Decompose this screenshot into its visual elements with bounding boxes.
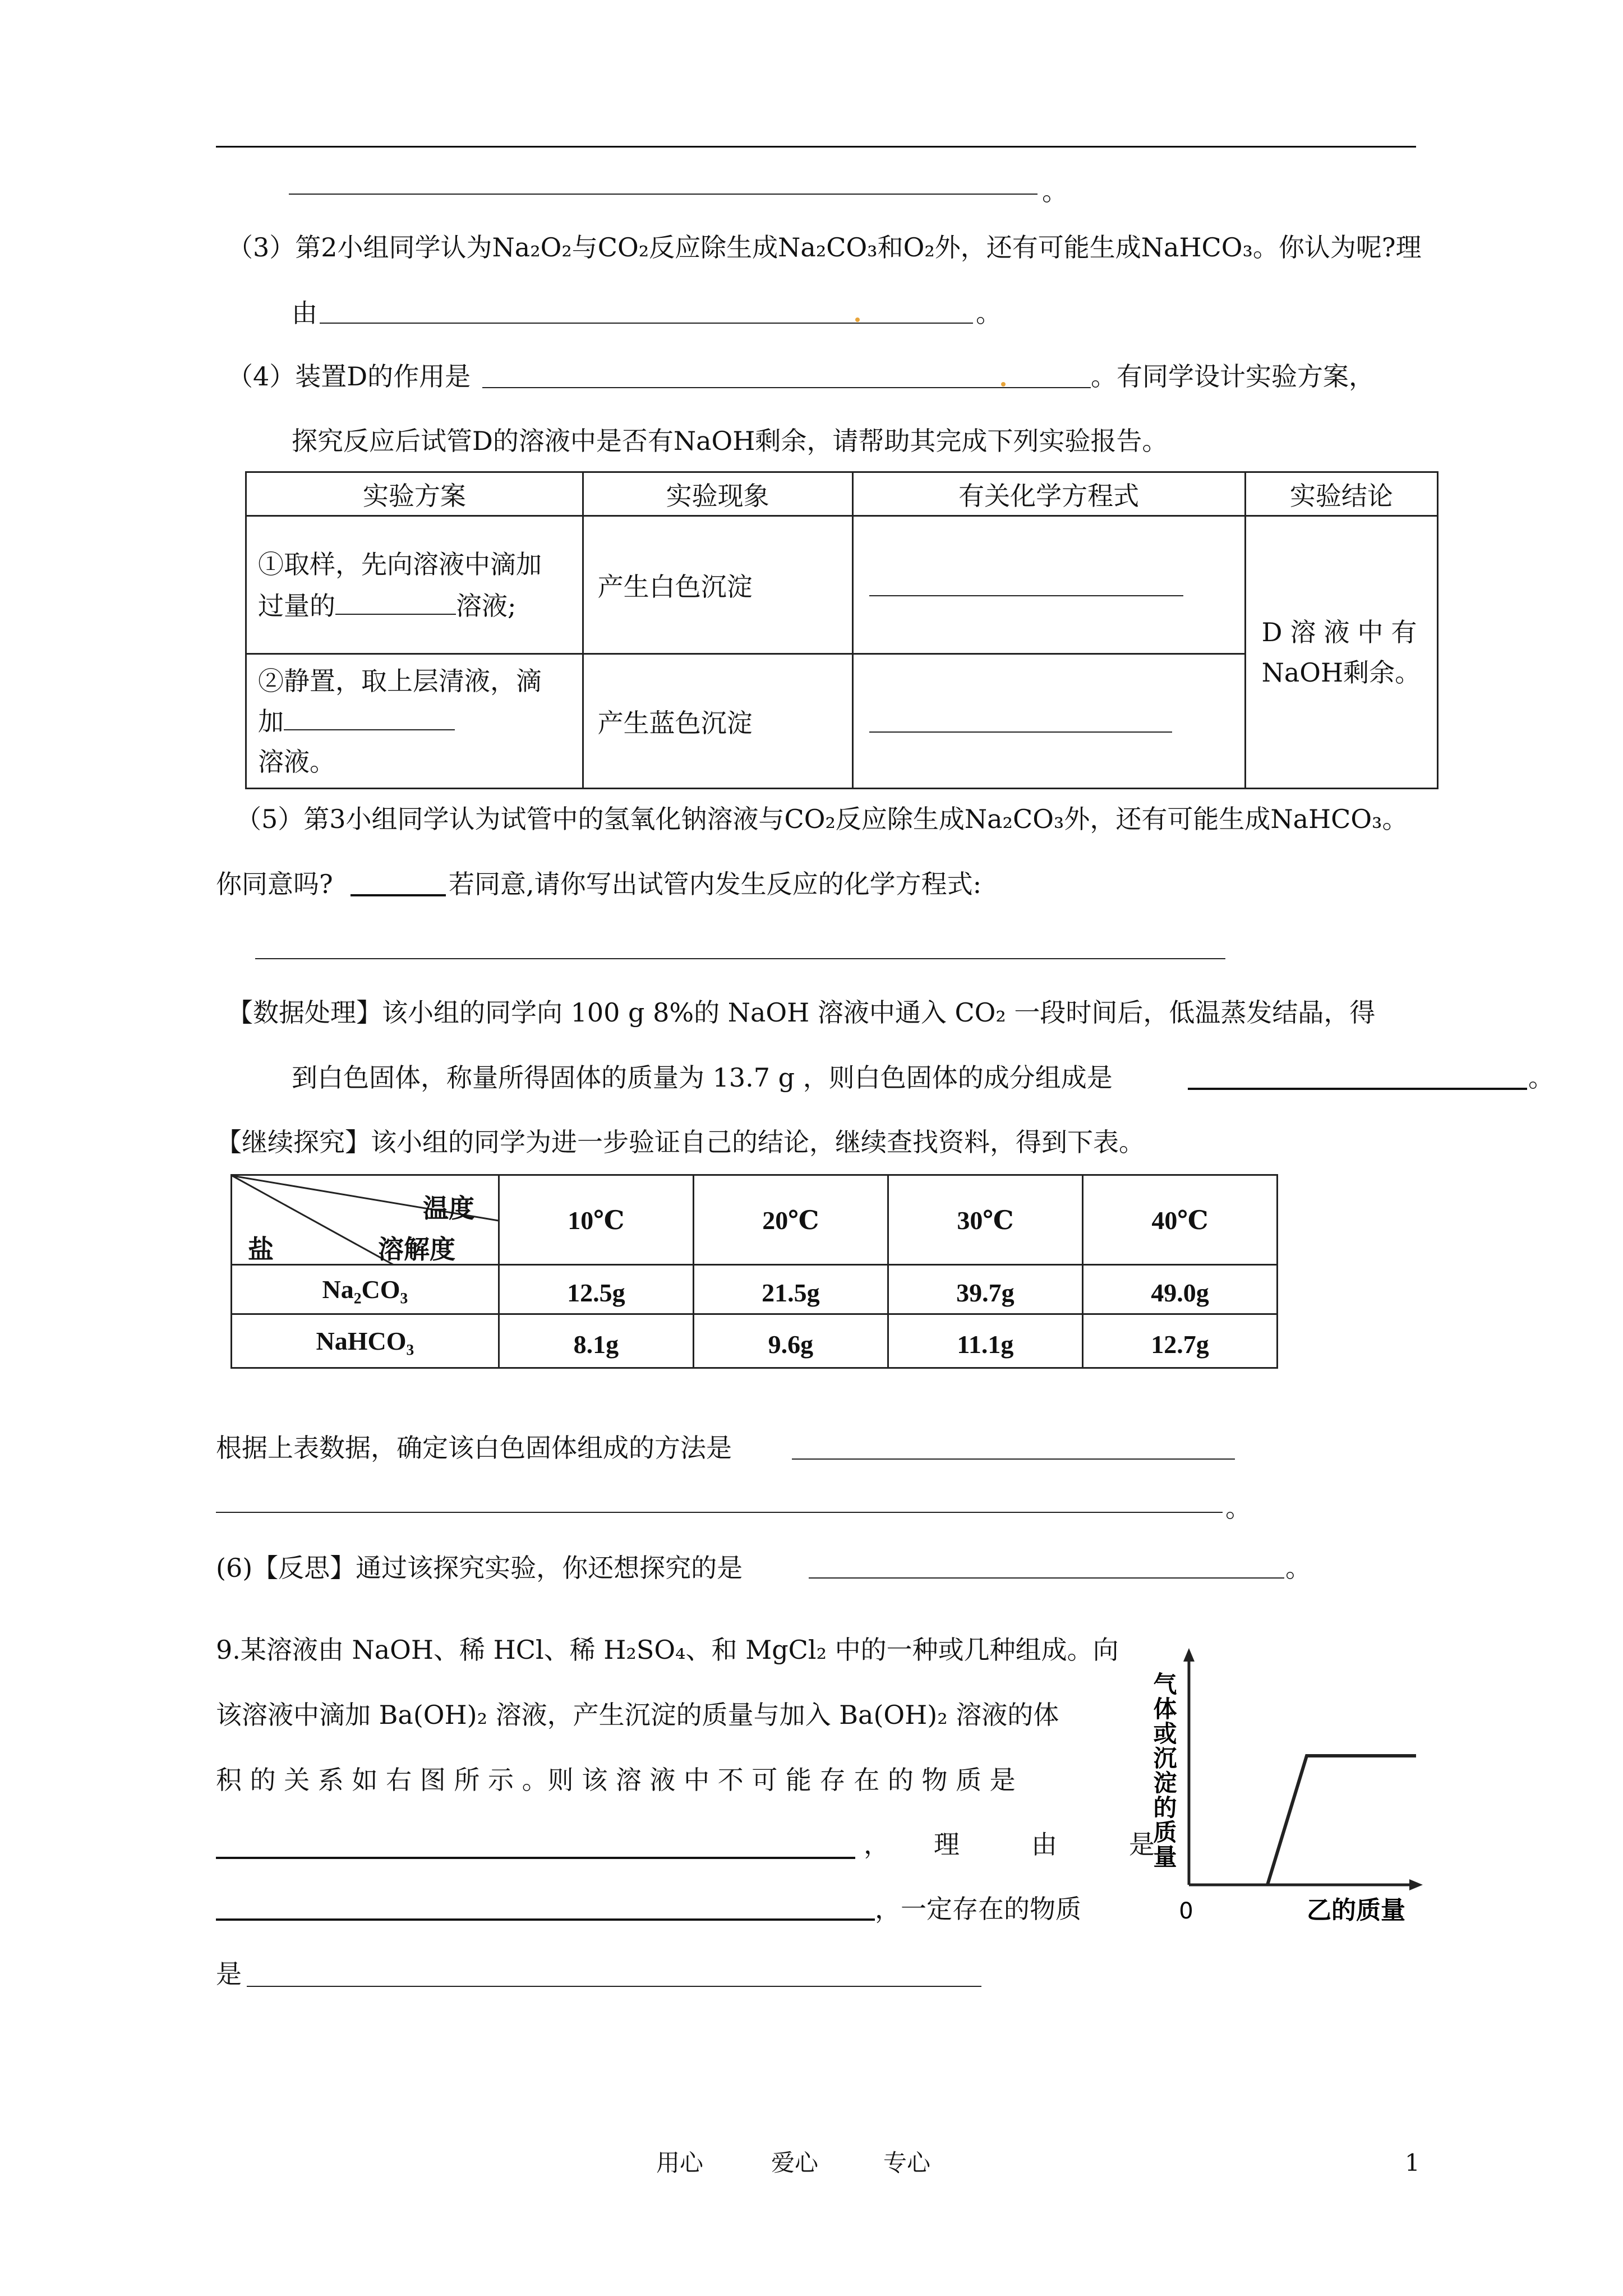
- temp-10: 10℃: [499, 1175, 693, 1265]
- answer-blank[interactable]: [289, 194, 1038, 195]
- row2-equation-blank[interactable]: [869, 731, 1172, 733]
- row2-plan-b: 加: [258, 706, 284, 737]
- header-rule: [216, 146, 1416, 148]
- method-line1: 根据上表数据，确定该白色固体组成的方法是: [216, 1433, 732, 1463]
- conclusion-b: NaOH剩余。: [1261, 657, 1421, 688]
- page-number: 1: [1405, 2149, 1420, 2177]
- row1-equation-cell: [852, 516, 1245, 654]
- row2-plan-c: 溶液。: [258, 746, 335, 777]
- footer-b: 爱心: [771, 2149, 819, 2177]
- header-plan: 实验方案: [246, 472, 583, 516]
- mark-dot: [1001, 382, 1006, 386]
- experiment-report-table: [245, 471, 1438, 789]
- q5-line2-prefix: 你同意吗?: [216, 869, 333, 899]
- q9-certain-blank[interactable]: [247, 1986, 981, 1987]
- q6-blank[interactable]: [809, 1577, 1284, 1579]
- q5-line2-suffix: 若同意,请你写出试管内发生反应的化学方程式:: [449, 869, 982, 899]
- corner-cell: [232, 1175, 499, 1265]
- conclusion-a: D溶液中有: [1261, 616, 1425, 647]
- q6-prefix: (6)【反思】通过该探究实验，你还想探究的是: [216, 1553, 743, 1583]
- q4-line1-prefix: （4）装置D的作用是: [227, 361, 471, 392]
- mark-dot: [855, 318, 860, 322]
- q9-line1: 9.某溶液由 NaOH、稀 HCl、稀 H₂SO₄、和 MgCl₂ 中的一种或几种组成。向: [216, 1635, 1119, 1665]
- nahco3-40: 12.7g: [1082, 1314, 1277, 1368]
- method-line2-suffix: 。: [1225, 1493, 1251, 1523]
- row2-equation-cell: [852, 654, 1245, 789]
- graph-origin: 0: [1179, 1898, 1193, 1924]
- row1-equation-blank[interactable]: [869, 595, 1183, 596]
- footer-c: 专心: [883, 2149, 931, 2177]
- row2-plan-a: ②静置，取上层清液，滴: [258, 665, 542, 696]
- period: 。: [1042, 176, 1068, 206]
- corner-left: 盐: [248, 1235, 274, 1264]
- nahco3-20: 9.6g: [693, 1314, 888, 1368]
- data-processing-line2-prefix: 到白色固体，称量所得固体的质量为 13.7 g ，则白色固体的成分组成是: [292, 1062, 1113, 1093]
- corner-top: 温度: [423, 1194, 474, 1223]
- graph-ylabel: 气体或沉淀的质量: [1150, 1672, 1178, 1869]
- q9-impossible-blank[interactable]: [216, 1857, 855, 1859]
- precipitate-graph: [1133, 1644, 1424, 1958]
- q9-reason-blank[interactable]: [216, 1918, 875, 1921]
- q9-line4-comma: ，: [864, 1829, 889, 1860]
- q3-reason-blank[interactable]: [320, 323, 973, 324]
- footer-a: 用心: [656, 2149, 704, 2177]
- nahco3-30: 11.1g: [888, 1314, 1082, 1368]
- white-solid-blank[interactable]: [1188, 1088, 1527, 1090]
- temp-40: 40℃: [1082, 1175, 1277, 1265]
- q9-line6-prefix: 是: [216, 1959, 242, 1989]
- na2co3-30: 39.7g: [888, 1265, 1082, 1314]
- temp-20: 20℃: [693, 1175, 888, 1265]
- header-conclusion: 实验结论: [1245, 472, 1437, 516]
- na2co3-20: 21.5g: [693, 1265, 888, 1314]
- row2-reagent-blank[interactable]: [284, 712, 455, 730]
- solubility-table: [230, 1174, 1278, 1369]
- data-processing-line2-suffix: 。: [1528, 1062, 1554, 1093]
- q9-line5-suffix: ，一定存在的物质: [875, 1894, 1081, 1924]
- q9-line2: 该溶液中滴加 Ba(OH)₂ 溶液，产生沉淀的质量与加入 Ba(OH)₂ 溶液的体: [216, 1700, 1059, 1730]
- row1-reagent-blank[interactable]: [335, 597, 456, 615]
- header-equation: 有关化学方程式: [852, 472, 1245, 516]
- q9-line4-reason: 理 由 是: [934, 1829, 1161, 1860]
- row1-plan-a: ①取样，先向溶液中滴加: [258, 549, 542, 579]
- q3-line2-prefix: 由: [292, 298, 317, 328]
- q4-line1-suffix: 。有同学设计实验方案，: [1091, 361, 1375, 392]
- graph-xlabel: 乙的质量: [1307, 1896, 1405, 1925]
- row1-plan-b-prefix: 过量的: [258, 590, 335, 621]
- q9-line3: 积 的 关 系 如 右 图 所 示 。则 该 溶 液 中 不 可 能 存 在 的 物 质 是: [216, 1765, 1016, 1795]
- q6-suffix: 。: [1285, 1553, 1311, 1583]
- q5-equation-blank[interactable]: [255, 958, 1225, 959]
- method-blank-2[interactable]: [216, 1512, 1223, 1513]
- row1-plan-b-suffix: 溶液;: [456, 590, 517, 621]
- q5-agree-blank[interactable]: [351, 894, 446, 896]
- nahco3-name: NaHCO₃: [232, 1314, 499, 1368]
- data-processing-line1: 【数据处理】该小组的同学向 100 g 8%的 NaOH 溶液中通入 CO₂ 一段时间后，低温蒸发结晶，得: [227, 997, 1376, 1028]
- na2co3-name: Na₂CO₃: [232, 1265, 499, 1314]
- q4-line2: 探究反应后试管D的溶液中是否有NaOH剩余，请帮助其完成下列实验报告。: [292, 426, 1168, 456]
- q3-line1: （3）第2小组同学认为Na₂O₂与CO₂反应除生成Na₂CO₃和O₂外，还有可能生成NaHCO₃。你认为呢?理: [227, 232, 1422, 263]
- conclusion-cell: [1245, 516, 1437, 789]
- corner-mid: 溶解度: [378, 1235, 455, 1264]
- continue-line: 【继续探究】该小组的同学为进一步验证自己的结论，继续查找资料，得到下表。: [216, 1127, 1145, 1157]
- q5-line1: （5）第3小组同学认为试管中的氢氧化钠溶液与CO₂反应除生成Na₂CO₃外，还有可能生成NaHCO₃。: [236, 804, 1408, 834]
- row2-plan: [246, 654, 583, 789]
- row2-phenomenon: 产生蓝色沉淀: [583, 654, 852, 789]
- nahco3-10: 8.1g: [499, 1314, 693, 1368]
- na2co3-40: 49.0g: [1082, 1265, 1277, 1314]
- q3-line2-suffix: 。: [976, 298, 1002, 328]
- row1-phenomenon: 产生白色沉淀: [583, 516, 852, 654]
- na2co3-10: 12.5g: [499, 1265, 693, 1314]
- header-phenomenon: 实验现象: [583, 472, 852, 516]
- row1-plan: [246, 516, 583, 654]
- temp-30: 30℃: [888, 1175, 1082, 1265]
- method-blank-1[interactable]: [792, 1458, 1235, 1460]
- q4-purpose-blank[interactable]: [482, 387, 1091, 388]
